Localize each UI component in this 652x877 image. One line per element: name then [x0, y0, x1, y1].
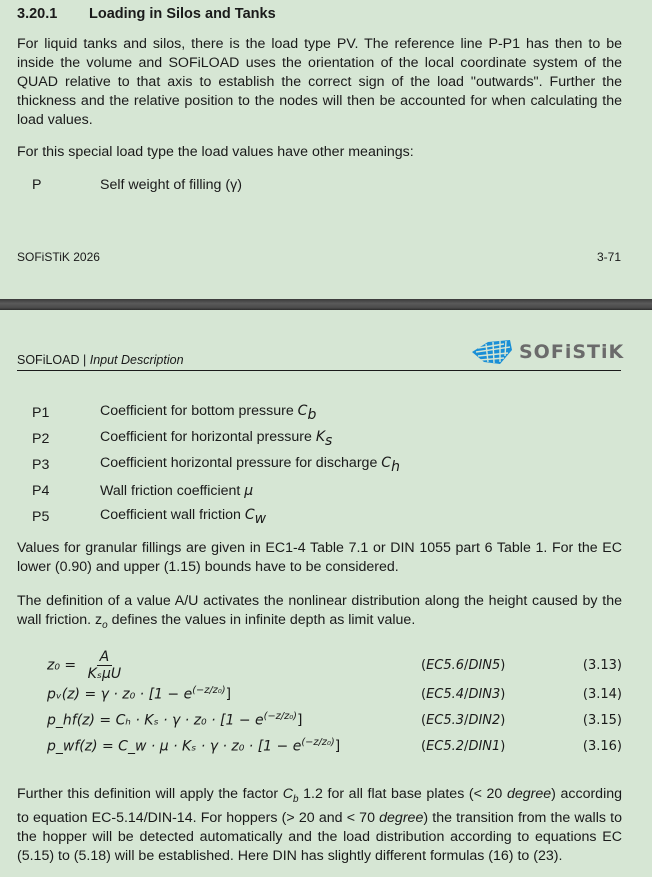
equation-3-13 [47, 648, 622, 682]
header-rule [17, 370, 621, 371]
equation-number: (3.14) [582, 686, 622, 702]
meanings-paragraph: For this special load type the load values have other meanings: [17, 144, 414, 160]
equation-formula: p_wf(z) = C_w · $\mu \cdot K_s \cdot \gamma \cdot z_0 \cdot [1 - e^{(-z/z_0)}]$ [47, 737, 341, 755]
equation-formula: pᵥ(z) = $\gamma \cdot z_0 \cdot [1 - e^{(-z/z_0)}]$ [47, 685, 232, 703]
param-code: P4 [32, 483, 50, 499]
param-desc: Wall friction coefficient μ [100, 483, 254, 499]
param-row-p5 [17, 504, 400, 530]
param-desc: Coefficient for horizontal pressure $K_s$ [100, 429, 333, 449]
param-code: P [32, 177, 42, 193]
page-separator [0, 299, 652, 310]
equation-reference: (EC5.6/DIN5) [421, 657, 506, 673]
equation-number: (3.16) [582, 738, 622, 754]
equation-3-15 [47, 709, 622, 731]
intro-paragraph: For liquid tanks and silos, there is the load type PV. The reference line P-P1 has then to be inside the volume and SOFiLOAD uses the orientation of the local coordinate system of the QUAD relative to that axis to establish the correct sign of the load "outwards". Further the thickness and the relative position to the nodes will then be accounted for when calculating the load values. [17, 36, 622, 128]
param-code: P1 [32, 405, 50, 421]
equation-3-14 [47, 683, 622, 705]
param-desc: Coefficient horizontal pressure for discharge $C_h$ [100, 455, 400, 475]
param-row-p3 [17, 452, 400, 478]
equation-reference: (EC5.3/DIN2) [421, 712, 506, 728]
param-row-p [17, 172, 242, 198]
sofistik-logo [470, 338, 624, 366]
equation-number: (3.15) [582, 712, 622, 728]
param-list-top [17, 172, 242, 198]
sofistik-mesh-logo-icon [470, 338, 514, 366]
logo-text: SOFiSTiK [519, 341, 625, 363]
param-desc: Coefficient wall friction $C_w$ [100, 507, 267, 527]
section-heading [17, 6, 276, 22]
au-definition-paragraph: The definition of a value A/U activates the nonlinear distribution along the height caused by the wall friction. $z_o$ defines the values in infinite depth as limit value. [17, 593, 622, 631]
equation-number: (3.13) [582, 657, 622, 673]
equation-formula: z₀ = $\frac{A}{\text{KₛμU}}$ [47, 648, 122, 682]
param-row-p1 [17, 400, 400, 426]
header-separator: | [79, 353, 90, 367]
param-row-p2 [17, 426, 400, 452]
running-header [17, 353, 184, 367]
param-code: P5 [32, 509, 50, 525]
footer-page-number: 3-71 [596, 250, 621, 264]
param-code: P2 [32, 431, 50, 447]
param-list [17, 400, 400, 530]
footer-product: SOFiSTiK 2026 [17, 250, 100, 264]
header-doc-type: Input Description [89, 353, 184, 367]
granular-values-paragraph: Values for granular fillings are given in EC1-4 Table 7.1 or DIN 1055 part 6 Table 1. For the EC lower (0.90) and upper (1.15) bounds have to be considered. [17, 540, 622, 575]
equation-formula: p_hf(z) = $C_h \cdot K_s \cdot \gamma \cdot z_0 \cdot [1 - e^{(-z/z_0)}]$ [47, 711, 303, 729]
header-product: SOFiLOAD [17, 353, 80, 367]
section-title: Loading in Silos and Tanks [89, 6, 276, 22]
hopper-paragraph: Further this definition will apply the factor $C_b$ 1.2 for all flat base plates (< 20 degree) according to equation EC-5.14/DIN-14. For hoppers (> 20 and < 70 degree) the transition from the walls to the hopper will be detected automatically and the load distribution according to equations EC (5.15) to (5.18) will be established. Here DIN has slightly different formulas (16) to (23). [17, 786, 623, 864]
param-desc: Self weight of filling (γ) [100, 177, 242, 193]
equation-reference: (EC5.4/DIN3) [421, 686, 506, 702]
param-desc: Coefficient for bottom pressure $C_b$ [100, 403, 317, 423]
param-row-p4 [17, 478, 400, 504]
param-code: P3 [32, 457, 50, 473]
equation-3-16 [47, 735, 622, 757]
equation-reference: (EC5.2/DIN1) [421, 738, 506, 754]
section-number: 3.20.1 [17, 6, 58, 22]
